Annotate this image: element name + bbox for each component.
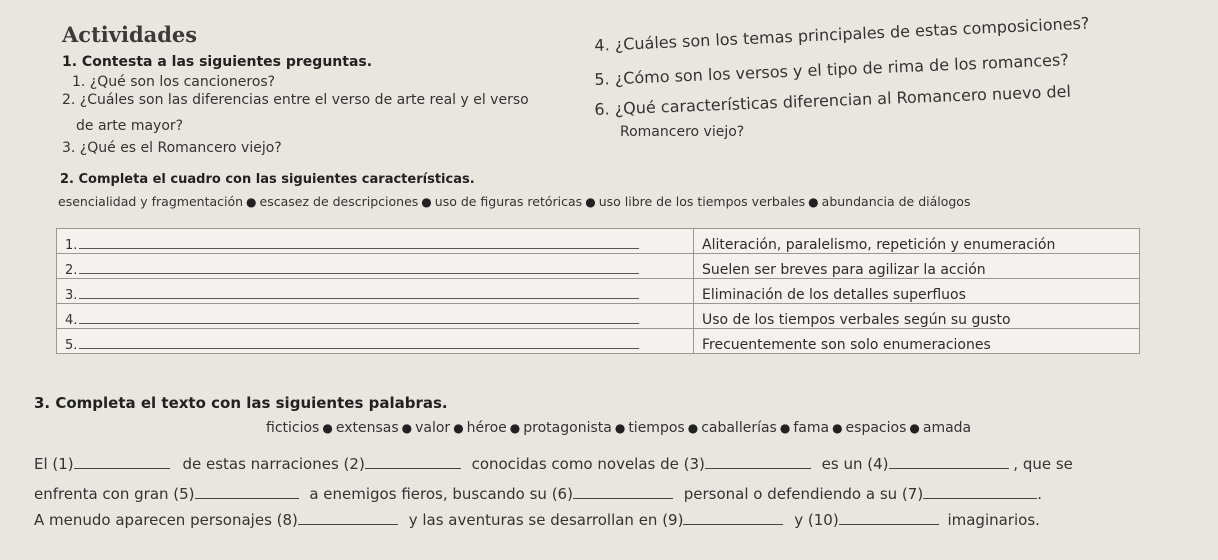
table-cell: Aliteración, paralelismo, repetición y enumeración <box>694 229 1140 254</box>
section-3-word-bank: ficticios ● extensas ● valor ● héroe ● protagonista ● tiempos ● caballerías ● fama ● espacios ● amada <box>266 420 972 436</box>
fill-text: . <box>1037 485 1042 503</box>
fill-text: imaginarios. <box>947 511 1040 529</box>
fill-text: a enemigos fieros, buscando su (6) <box>309 485 573 503</box>
answer-line <box>79 259 639 274</box>
table-cell: Eliminación de los detalles superfluos <box>694 279 1140 304</box>
word-bank-item: fama <box>793 420 830 436</box>
fill-text: y las aventuras se desarrollan en (9) <box>408 511 684 529</box>
word-bank-item: uso de figuras retóricas <box>434 194 583 209</box>
section-2-title: 2. Completa el cuadro con las siguientes características. <box>60 172 475 187</box>
row-number: 2. <box>65 263 78 278</box>
fill-text: El (1) <box>34 455 74 473</box>
word-bank-item: tiempos <box>628 420 685 436</box>
blank-9[interactable] <box>683 510 783 525</box>
word-bank-item: ficticios <box>266 420 320 436</box>
fill-line-1 <box>34 454 1073 473</box>
fill-line-2 <box>34 484 1042 503</box>
answer-cell-1[interactable] <box>57 229 694 254</box>
fill-text: de estas narraciones (2) <box>182 455 365 473</box>
question-6-cont: Romancero viejo? <box>620 124 745 140</box>
table-row <box>57 279 1140 304</box>
blank-10[interactable] <box>839 510 939 525</box>
answer-line <box>79 284 639 299</box>
word-bank-item: héroe <box>466 420 507 436</box>
page-heading: Actividades <box>62 22 198 47</box>
word-bank-item: extensas <box>335 420 399 436</box>
fill-line-3 <box>34 510 1040 529</box>
question-5: 5. ¿Cómo son los versos y el tipo de rima de los romances? <box>594 50 1070 89</box>
table-row <box>57 229 1140 254</box>
answer-cell-4[interactable] <box>57 304 694 329</box>
characteristics-table <box>56 228 1140 354</box>
fill-text: y (10) <box>794 511 839 529</box>
fill-text: conocidas como novelas de (3) <box>471 455 705 473</box>
blank-7[interactable] <box>923 484 1037 499</box>
question-1: 1. ¿Qué son los cancioneros? <box>72 74 276 90</box>
section-3-title: 3. Completa el texto con las siguientes palabras. <box>34 394 448 412</box>
question-4: 4. ¿Cuáles son los temas principales de estas composiciones? <box>594 13 1090 55</box>
blank-4[interactable] <box>889 454 1009 469</box>
word-bank-item: valor <box>415 420 451 436</box>
answer-cell-3[interactable] <box>57 279 694 304</box>
word-bank-item: abundancia de diálogos <box>821 194 971 209</box>
blank-5[interactable] <box>195 484 299 499</box>
blank-3[interactable] <box>705 454 811 469</box>
table-cell: Suelen ser breves para agilizar la acción <box>694 254 1140 279</box>
answer-line <box>79 234 639 249</box>
fill-text: , que se <box>1013 455 1073 473</box>
answer-cell-2[interactable] <box>57 254 694 279</box>
table-row <box>57 329 1140 354</box>
blank-2[interactable] <box>365 454 461 469</box>
word-bank-item: espacios <box>845 420 907 436</box>
fill-text: A menudo aparecen personajes (8) <box>34 511 298 529</box>
word-bank-item: protagonista <box>523 420 612 436</box>
question-3: 3. ¿Qué es el Romancero viejo? <box>62 140 282 156</box>
word-bank-item: uso libre de los tiempos verbales <box>598 194 806 209</box>
fill-text: es un (4) <box>821 455 889 473</box>
row-number: 5. <box>65 338 78 353</box>
fill-text: enfrenta con gran (5) <box>34 485 195 503</box>
table-row <box>57 304 1140 329</box>
table-cell: Uso de los tiempos verbales según su gusto <box>694 304 1140 329</box>
fill-text: personal o defendiendo a su (7) <box>683 485 924 503</box>
section-2-word-bank: esencialidad y fragmentación ● escasez de descripciones ● uso de figuras retóricas ● uso libre de los tiempos verbales ● abundancia de diálogos <box>58 194 971 209</box>
question-2: 2. ¿Cuáles son las diferencias entre el verso de arte real y el verso <box>62 92 529 108</box>
word-bank-item: amada <box>922 420 972 436</box>
blank-1[interactable] <box>74 454 170 469</box>
question-6: 6. ¿Qué características diferencian al Romancero nuevo del <box>594 81 1072 119</box>
answer-line <box>79 334 639 349</box>
blank-6[interactable] <box>573 484 673 499</box>
blank-8[interactable] <box>298 510 398 525</box>
word-bank-item: esencialidad y fragmentación <box>58 194 244 209</box>
row-number: 1. <box>65 238 78 253</box>
question-2-cont: de arte mayor? <box>76 118 184 134</box>
section-1-title: 1. Contesta a las siguientes preguntas. <box>62 54 373 70</box>
word-bank-item: escasez de descripciones <box>259 194 419 209</box>
answer-line <box>79 309 639 324</box>
row-number: 3. <box>65 288 78 303</box>
word-bank-item: caballerías <box>701 420 777 436</box>
row-number: 4. <box>65 313 78 328</box>
answer-cell-5[interactable] <box>57 329 694 354</box>
table-cell: Frecuentemente son solo enumeraciones <box>694 329 1140 354</box>
table-row <box>57 254 1140 279</box>
